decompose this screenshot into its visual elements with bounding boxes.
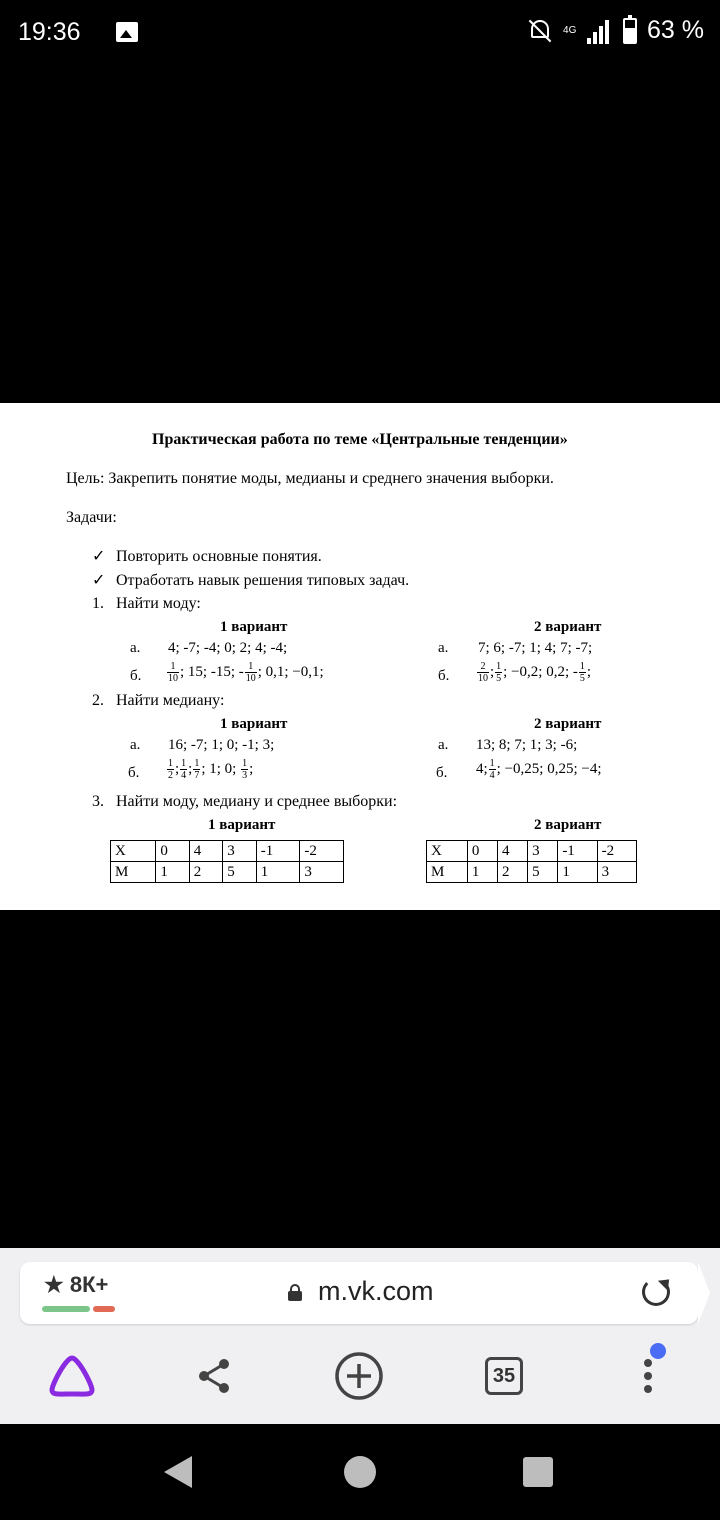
table-row: X 0 4 3 -1 -2 [427,841,637,862]
url-text[interactable]: m.vk.com [318,1276,434,1306]
task-2-v2-b-values: 4; $\frac{1}{4}$ ; −0,25; 0,25; −4; [476,758,602,781]
menu-button[interactable] [620,1348,676,1404]
battery-percent: 63 % [647,16,704,44]
checkmark-icon: ✓ [92,572,106,589]
task-1-v1-a-values: 4; -7; -4; 0; 2; 4; -4; [168,640,288,656]
status-time: 19:36 [18,18,81,46]
task-1-v2-a-values: 7; 6; -7; 1; 4; 7; -7; [478,640,593,656]
table-row: M 1 2 5 1 3 [427,862,637,883]
task-2-v1-a-values: 16; -7; 1; 0; -1; 3; [168,737,275,753]
back-icon[interactable] [164,1456,192,1488]
notification-dot [650,1343,666,1359]
item-letter: б. [438,668,450,684]
task-2-variant-2: 2 вариант [534,716,602,732]
task-2-v2-a-values: 13; 8; 7; 1; 3; -6; [476,737,578,753]
item-letter: а. [438,640,449,656]
item-letter: б. [436,765,448,781]
check-item-text: Повторить основные понятия. [116,548,322,565]
lock-icon [288,1284,302,1300]
item-letter: а. [438,737,449,753]
share-icon [194,1356,234,1396]
network-type: 4G [563,24,577,36]
browser-toolbar [0,1248,720,1424]
new-tab-button[interactable] [331,1348,387,1404]
home-icon[interactable] [344,1456,376,1488]
more-vertical-icon [644,1354,652,1398]
goal-text: Цель: Закрепить понятие моды, медианы и среднего значения выборки. [66,470,554,487]
site-rating[interactable]: ★ 8К+ [44,1272,109,1297]
recent-apps-icon[interactable] [523,1457,553,1487]
table-row: X 0 4 3 -1 -2 [111,841,344,862]
task-1-v1-b-values: $\frac{1}{10}$ ; 15; -15; - $\frac{1}{10}$ ; 0,1; −0,1; [168,661,324,684]
rating-positive-bar [42,1306,90,1312]
status-bar [0,0,720,68]
alice-icon [48,1354,96,1398]
task-2-v1-b-values: $\frac{1}{2}$ ; $\frac{1}{4}$ ; $\frac{1}{7}$ ; 1; 0; $\frac{1}{3}$ ; [168,758,254,781]
check-item [92,546,322,566]
task-3-variant-1: 1 вариант [208,817,276,833]
document-image [0,403,720,910]
gallery-notification-icon [116,22,138,42]
check-item-text: Отработать навык решения типовых задач. [116,572,410,589]
item-letter: б. [128,765,140,781]
tasks-label: Задачи: [66,509,117,526]
system-navigation-bar [0,1424,720,1520]
task-1-v2-b-values: $\frac{2}{10}$ ; $\frac{1}{5}$ ; −0,2; 0,2; - $\frac{1}{5}$ ; [478,661,592,684]
task-1-variant-2: 2 вариант [534,619,602,635]
reload-icon[interactable] [642,1278,670,1306]
share-button[interactable] [186,1348,242,1404]
battery-icon [623,18,637,44]
tabs-button[interactable] [476,1348,532,1404]
do-not-disturb-icon [527,18,553,44]
signal-icon [587,18,613,44]
status-icons [527,16,704,45]
task-2-variant-1: 1 вариант [220,716,288,732]
table-row: M 1 2 5 1 3 [111,862,344,883]
task-3-variant-2: 2 вариант [534,817,602,833]
item-letter: а. [130,737,141,753]
alice-assistant-button[interactable] [44,1348,100,1404]
task-1-heading: 1. Найти моду: [92,595,201,612]
task-3-heading: 3. Найти моду, медиану и среднее выборки: [92,793,398,810]
rating-negative-bar [93,1306,115,1312]
item-letter: б. [130,668,142,684]
task-2-heading: 2. Найти медиану: [92,692,225,709]
plus-circle-icon [333,1350,385,1402]
tabs-count: 35 [485,1357,523,1395]
address-bar[interactable] [20,1262,698,1324]
distribution-table-variant-2 [426,840,637,883]
checkmark-icon: ✓ [92,548,106,565]
item-letter: а. [130,640,141,656]
check-item [92,570,409,590]
distribution-table-variant-1 [110,840,344,883]
task-1-variant-1: 1 вариант [220,619,288,635]
document-title: Практическая работа по теме «Центральные тенденции» [152,431,568,448]
